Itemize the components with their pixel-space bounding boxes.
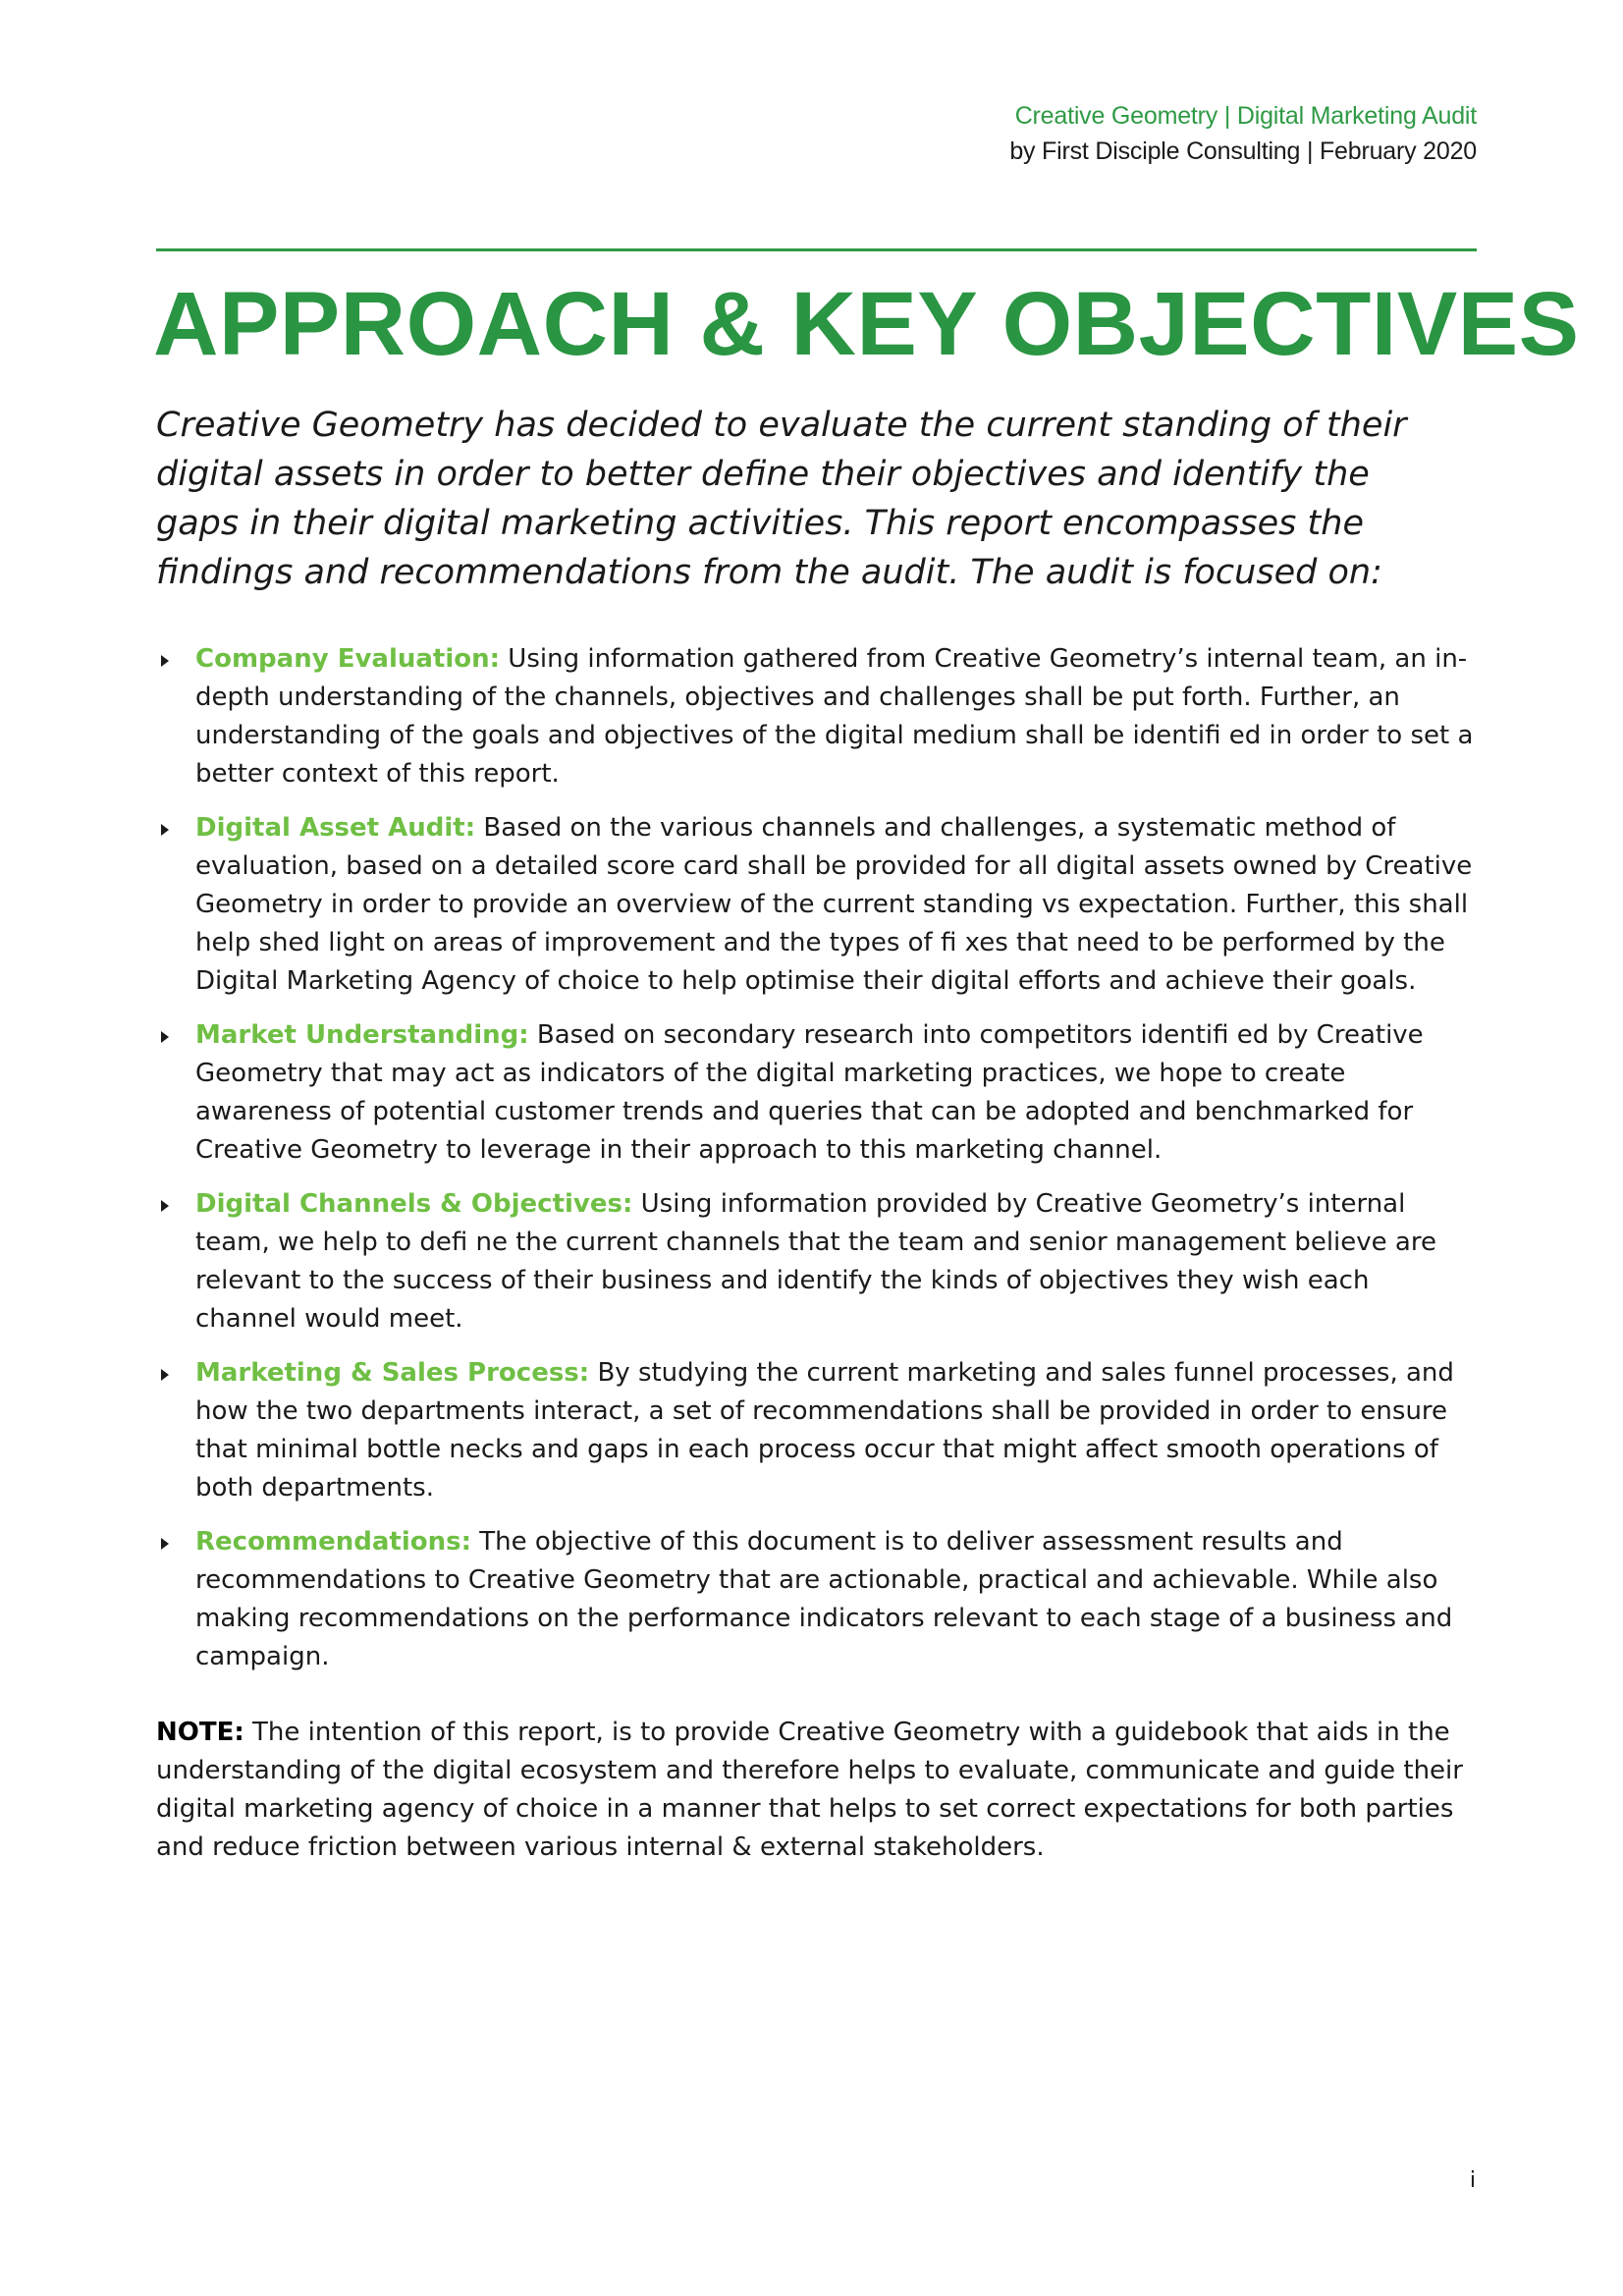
note-label: NOTE: — [156, 1718, 244, 1747]
triangle-bullet-icon — [161, 1369, 169, 1381]
item-text: Using information gathered from Creative Geometry’s internal team, an in-depth understanding of the channels, objectives and challenges shall be put forth. Further, an understanding of the goals and objectives of the digital medium shall be identifi ed in order to set a better context of this report. — [195, 644, 1474, 789]
triangle-bullet-icon — [161, 1200, 169, 1212]
list-item — [156, 1354, 1477, 1507]
objectives-list — [156, 640, 1477, 1692]
list-item — [156, 1016, 1477, 1170]
item-text: Based on secondary research into competitors identifi ed by Creative Geometry that may act as indicators of the digital marketing practices, we hope to create awareness of potential customer trends and queries that can be adopted and benchmarked for Creative Geometry to leverage in their approach to this marketing channel. — [195, 1020, 1424, 1165]
item-label: Digital Asset Audit: — [195, 813, 476, 843]
triangle-bullet-icon — [161, 655, 169, 667]
item-label: Market Understanding: — [195, 1020, 529, 1050]
triangle-bullet-icon — [161, 1538, 169, 1550]
header-report-title: Creative Geometry | Digital Marketing Audit — [1014, 102, 1477, 130]
item-text: Based on the various channels and challenges, a systematic method of evaluation, based on a detailed score card shall be provided for all digital assets owned by Creative Geometry in order to provide an overview of the current standing vs expectation. Further, this shall help shed light on areas of improvement and the types of fi xes that need to be performed by the Digital Marketing Agency of choice to help optimise their digital efforts and achieve their goals. — [195, 813, 1473, 996]
list-item — [156, 1523, 1477, 1676]
item-text: The objective of this document is to deliver assessment results and recommendations to Creative Geometry that are actionable, practical and achievable. While also making recommendations on the performance indicators relevant to each stage of a business and campaign. — [195, 1527, 1453, 1671]
list-item — [156, 809, 1477, 1001]
triangle-bullet-icon — [161, 1031, 169, 1043]
item-text: By studying the current marketing and sales funnel processes, and how the two departments interact, a set of recommendations shall be provided in order to ensure that minimal bottle necks and gaps in each process occur that might affect smooth operations of both departments. — [195, 1358, 1454, 1503]
triangle-bullet-icon — [161, 824, 169, 836]
header-divider — [156, 248, 1477, 251]
item-label: Digital Channels & Objectives: — [195, 1189, 633, 1219]
page-title: APPROACH & KEY OBJECTIVES — [153, 274, 1580, 374]
running-header — [1009, 98, 1477, 169]
page-number: i — [1469, 2168, 1476, 2193]
item-label: Company Evaluation: — [195, 644, 501, 674]
list-item — [156, 1185, 1477, 1339]
note-paragraph — [156, 1714, 1477, 1867]
item-text: Using information provided by Creative Geometry’s internal team, we help to defi ne the current channels that the team and senior management believe are relevant to the success of their business and identify the kinds of objectives they wish each channel would meet. — [195, 1189, 1436, 1334]
header-author-date: by First Disciple Consulting | February 2020 — [1009, 137, 1477, 165]
item-label: Recommendations: — [195, 1527, 471, 1557]
list-item — [156, 640, 1477, 793]
note-text: The intention of this report, is to provide Creative Geometry with a guidebook that aids in the understanding of the digital ecosystem and therefore helps to evaluate, communicate and guide their digital marketing agency of choice in a manner that helps to set correct expectations for both parties and reduce friction between various internal & external stakeholders. — [156, 1718, 1463, 1862]
item-label: Marketing & Sales Process: — [195, 1358, 590, 1388]
intro-paragraph: Creative Geometry has decided to evaluate the current standing of their digital assets in order to better define their objectives and identify the gaps in their digital marketing activities. This report encompasses the findings and recommendations from the audit. The audit is focused on: — [156, 406, 1407, 592]
